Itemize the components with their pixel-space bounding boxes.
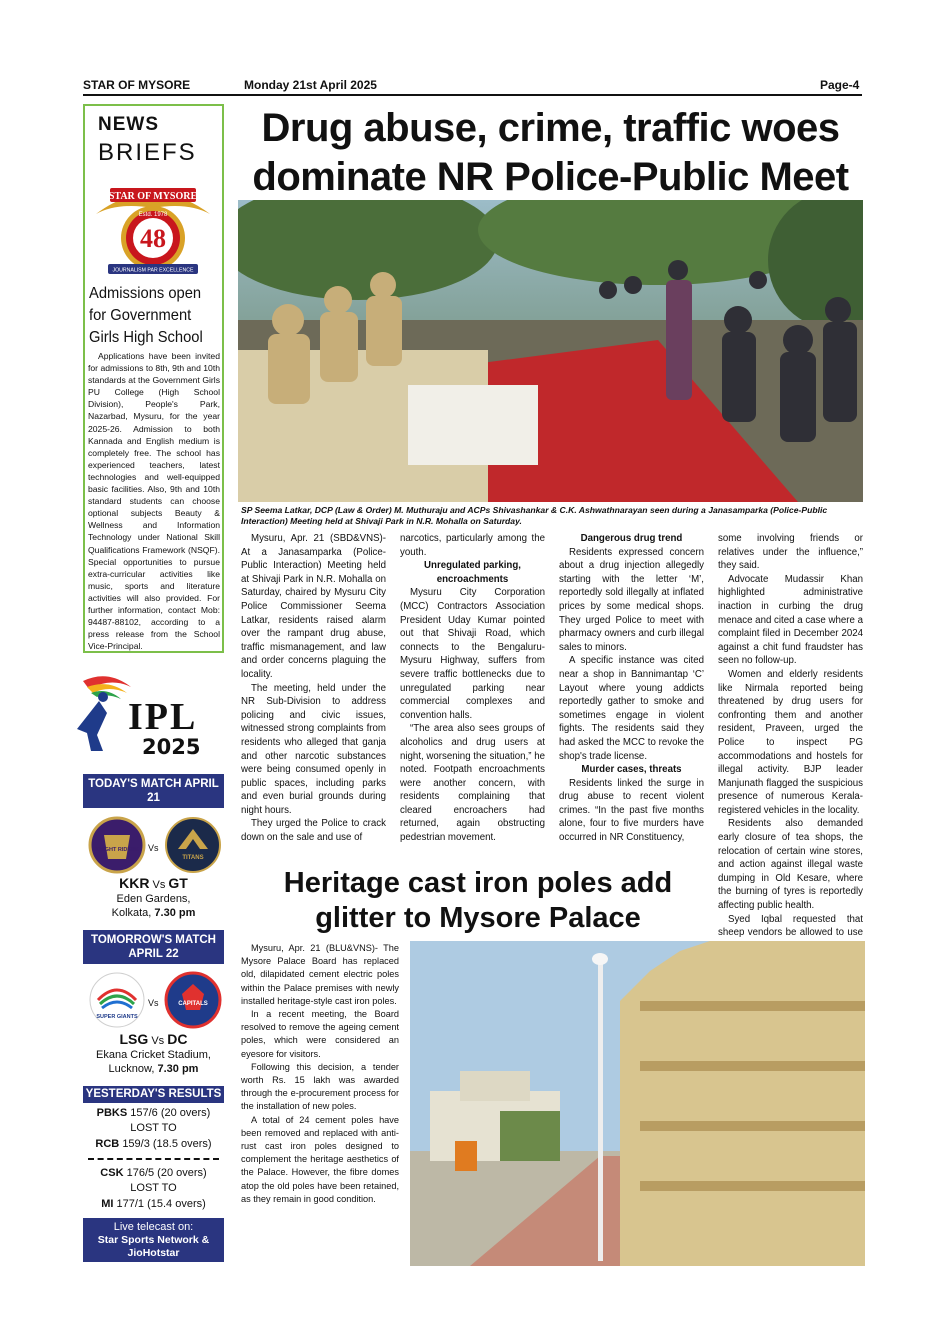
article2-headline-line1: Heritage cast iron poles add: [283, 867, 673, 899]
paragraph: In a recent meeting, the Board resolved to remove the ageing cement poles, which were considered an eyesore for visitors.: [241, 1009, 399, 1059]
kkr-logo-icon: [88, 815, 146, 875]
paragraph: The meeting, held under the NR Sub-Division to address policing and civic issues, witnessed strong complaints from residents who alleged that ganja and other narcotic substances were being consumed openly in public spaces, including parks and even burial grounds during night hours.: [241, 682, 386, 816]
subhead: Dangerous drug trend: [580, 533, 683, 544]
masthead-date: Monday 21st April 2025: [244, 78, 377, 92]
emblem-number-text: 48: [140, 224, 166, 253]
today-venue: Eden Gardens,: [116, 893, 191, 905]
article1-col3: [559, 532, 704, 845]
article2-body: [241, 942, 399, 1206]
result1-score: 157/6 (20 overs): [130, 1107, 211, 1119]
emblem-motto-text: JOURNALISM PAR EXCELLENCE: [112, 267, 194, 274]
kkr-badge-text: KNIGHT RIDERS: [95, 847, 139, 853]
ipl-title: IPL: [128, 696, 198, 738]
tomorrow-vs-text: Vs: [151, 1035, 165, 1047]
result-2: [83, 1166, 224, 1212]
star-of-mysore-48-emblem: [88, 180, 218, 280]
paragraph: A total of 24 cement poles have been removed and replaced with anti-rust cast iron poles designed to complement the heritage aesthetics of the Palace. However, the fibre domes atop the old poles have been retained, as they remain in good condition.: [241, 1114, 399, 1204]
todays-match-bar: TODAY'S MATCH APRIL 21: [83, 774, 224, 808]
paragraph: Advocate Mudassir Khan highlighted administrative inaction in curbing the drug menace and cited a case where a complaint filed in December 2024 against a chit fund fraudster has seen no follow-up.: [718, 573, 863, 667]
briefs-label: BRIEFS: [98, 139, 197, 166]
paragraph: They urged the Police to crack down on the sale and use of: [241, 818, 386, 844]
paragraph: some involving friends or relatives under the influence,” they said.: [718, 533, 863, 572]
paragraph: Mysuru, Apr. 21 (BLU&VNS)- The Mysore Palace Board has replaced old, dilapidated cement electric poles within the Palace premises with newly installed heritage-style cast iron poles.: [241, 943, 399, 1006]
mysore-palace-poles-photo: [410, 941, 865, 1266]
article1-headline-line2: dominate NR Police-Public Meet: [252, 155, 849, 199]
today-team2: GT: [168, 875, 188, 891]
result2-outcome: LOST TO: [130, 1182, 177, 1195]
paragraph: Mysuru, Apr. 21 (SBD&VNS)- At a Janasamparka (Police-Public Interaction) Meeting held at Shivaji Park in N.R. Mohalla on Saturday, chaired by Mysuru City Police Commissioner Seema Latkar, residents raised alarm over the rampant drug abuse, traffic mismanagement, and law and order concerns plaguing the locality.: [241, 533, 386, 680]
live-telecast-bar: [83, 1218, 224, 1262]
paragraph: Residents linked the surge in drug abuse to recent violent crimes. “In the past five months alone, four to five murders have occurred in NR Constituency,: [559, 777, 704, 844]
result1-team: PBKS: [96, 1107, 128, 1119]
tomorrow-city: Lucknow,: [108, 1063, 155, 1075]
today-city: Kolkata,: [111, 907, 152, 919]
paragraph: narcotics, particularly among the youth.: [400, 533, 545, 558]
masthead-page: Page-4: [820, 78, 860, 92]
paragraph: Residents also demanded early closure of tea shops, the relocation of certain wine stores, and action against illegal waste dumping in Old Kesare, where the burning of tyres is reportedly affecting public health.: [718, 818, 863, 912]
tomorrow-vs: Vs: [148, 998, 159, 1008]
tomorrows-match-bar: TOMORROW'S MATCH APRIL 22: [83, 930, 224, 964]
ipl-logo-icon: [63, 673, 133, 753]
briefs-headline: Admissions open for Government Girls High School: [89, 285, 203, 346]
result-1: [83, 1106, 224, 1152]
lsg-badge-text: SUPER GIANTS: [96, 1014, 138, 1020]
result1-outcome: LOST TO: [130, 1122, 177, 1135]
photo1-caption: SP Seema Latkar, DCP (Law & Order) M. Muthuraju and ACPs Shivashankar & C.K. Ashwathnarayan seen during a Janasamparka (Police-Public Interaction) Meeting held at Shivaji Park in N.R. Mohalla on Saturday.: [241, 505, 828, 526]
telecast-label: Live telecast on:: [113, 1221, 194, 1233]
today-team1: KKR: [119, 875, 150, 891]
tomorrow-match-info: [83, 1032, 224, 1076]
dc-badge-text: CAPITALS: [178, 1001, 208, 1007]
paragraph: Residents expressed concern about a drug injection allegedly starting with the letter ‘M’, reportedly sold illegally at inflated prices by some medical shops. They urged Police to meet with pharmacy owners and curb illegal sales to minors.: [559, 546, 704, 653]
tomorrow-venue: Ekana Cricket Stadium,: [96, 1049, 211, 1061]
paragraph: “The area also sees groups of alcoholics and drug users at night, worsening the situation,” he noted. Footpath encroachments were another concern, with residents complaining that cleared encroachers had returned, again obstructing pedestrian movement.: [400, 723, 545, 844]
tomorrow-time: 7.30 pm: [157, 1063, 199, 1075]
gt-badge-text: TITANS: [182, 855, 204, 861]
today-vs: Vs: [148, 843, 159, 853]
telecast-channels: Star Sports Network & JioHotstar: [97, 1234, 210, 1259]
result2-score: 176/5 (20 overs): [126, 1167, 207, 1179]
subhead: Unregulated parking, encroachments: [424, 560, 521, 585]
today-match-info: [83, 876, 224, 920]
emblem-estd-text: Estd. 1978: [138, 212, 168, 218]
results-divider: [88, 1158, 219, 1160]
gt-logo-icon: [164, 815, 222, 875]
result2-team2: MI: [101, 1197, 114, 1210]
result1-score2: 159/3 (18.5 overs): [122, 1137, 212, 1150]
article2-headline: [238, 866, 718, 936]
article1-col2: [400, 532, 545, 845]
ipl-year: 2025: [142, 735, 201, 759]
paragraph: Mysuru City Corporation (MCC) Contractors Association President Uday Kumar pointed out that Shivaji Road, which connects to the Bengaluru-Mysuru Highway, suffers from severe traffic bottlenecks due to unregulated parking near commercial complexes and convention halls.: [400, 587, 545, 721]
dc-logo-icon: [164, 970, 222, 1030]
result1-team2: RCB: [95, 1137, 120, 1150]
article2-headline-line2: glitter to Mysore Palace: [315, 902, 641, 934]
briefs-news-label: NEWS: [98, 114, 159, 135]
police-public-meet-photo: [238, 200, 863, 502]
masthead-rule: [83, 94, 862, 96]
result2-team: CSK: [100, 1167, 124, 1179]
briefs-body: Applications have been invited for admissions to 8th, 9th and 10th standards at the Government Girls PU College (High School Division), People's Park, Nazarbad, Mysuru, for the year 2025-26. Admission to both Kannada and English medium is completely free. The school has experienced teachers, latest technologies and well-equipped basic facilities. Also, 9th and 10th standard students can choose optional subjects Beauty & Wellness and Information Technology under National Skill Qualifications Framework (NSQF). Special opportunities to pursue extra-curricular activities like music, sports and literature activities will also provided. For further information, contact Mob: 94487-88102, according to a press release from the School Vice-Principal.: [88, 351, 220, 652]
article1-col1: [241, 532, 386, 845]
tomorrow-team2: DC: [167, 1031, 188, 1047]
paragraph: Women and elderly residents like Nirmala reported being threatened by drug users for confronting them and another resident, Praveen, urged the Police to inspect PG accommodations and hostels for illegal activity. BJP leader Manjunath flagged the suspicious presence of numerous Kerala-registered vehicles in the locality.: [718, 668, 863, 816]
article1-headline-line1: Drug abuse, crime, traffic woes: [261, 106, 840, 150]
yesterdays-results-bar: YESTERDAY'S RESULTS: [83, 1086, 224, 1103]
lsg-logo-icon: [88, 970, 146, 1030]
today-time: 7.30 pm: [154, 907, 196, 919]
article1-headline: [238, 104, 863, 202]
masthead-paper: STAR OF MYSORE: [83, 78, 191, 92]
result2-score2: 177/1 (15.4 overs): [116, 1197, 206, 1210]
tomorrow-team1: LSG: [119, 1031, 149, 1047]
paragraph: A specific instance was cited near a shop in Bannimantap ‘C’ Layout where young addicts reportedly gather to smoke and sometimes engage in violent fights. The residents said they had asked the MCC to revoke the shop's trade license.: [559, 655, 704, 762]
today-vs-text: Vs: [152, 879, 166, 891]
paragraph: Following this decision, a tender worth Rs. 15 lakh was awarded through the e-procurement process for the installation of new poles.: [241, 1061, 399, 1112]
subhead: Murder cases, threats: [581, 764, 682, 776]
paragraph: Syed Iqbal requested that sheep vendors be allowed to use: [718, 913, 863, 939]
emblem-banner-text: STAR OF MYSORE: [108, 191, 198, 202]
